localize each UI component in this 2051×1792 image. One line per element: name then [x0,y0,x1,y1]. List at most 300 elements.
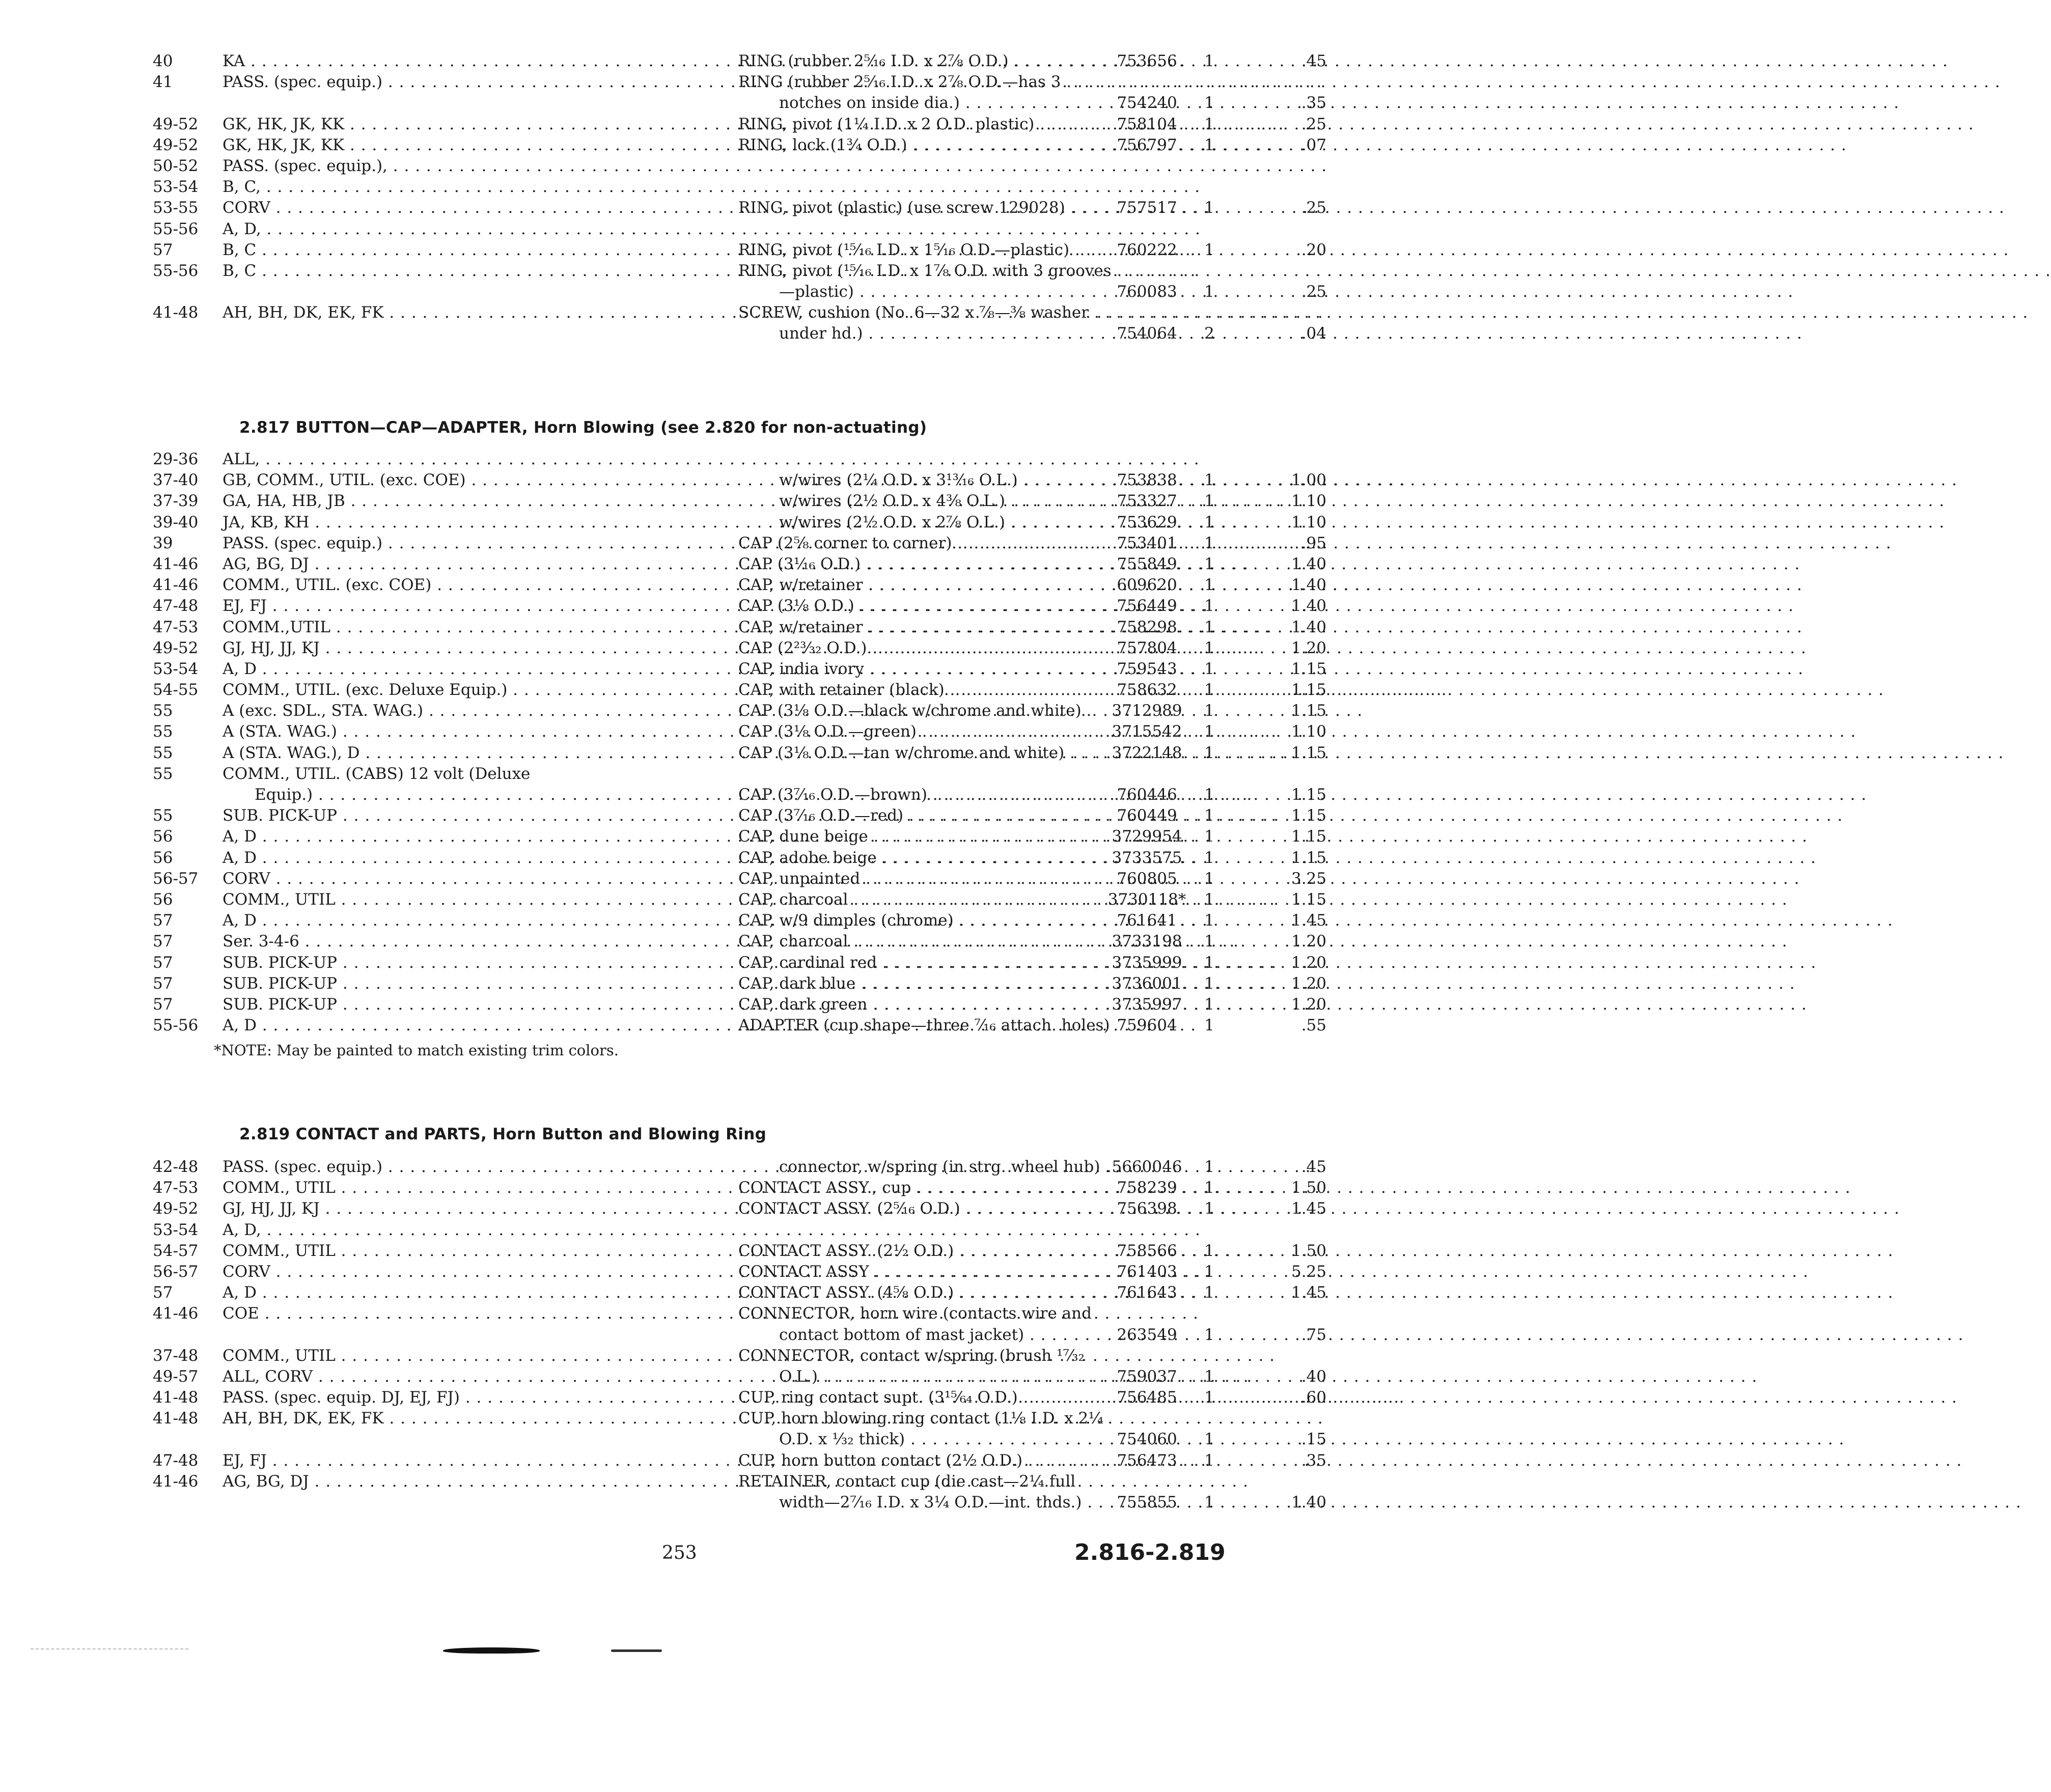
year-cell: 55 [153,764,173,783]
description-cell: CAP, w/retainer . . . [738,575,1100,596]
description-cell: CONTACT ASSY. (2⁵⁄₁₆ O.D.) . . . [738,1198,1100,1219]
price-cell: .40 [1301,1367,1326,1386]
price-cell: 1.15 [1291,848,1326,867]
table-row [153,114,1326,135]
year-cell: 47-48 [153,597,199,615]
table-row [153,1157,1326,1178]
year-cell: 56 [153,827,173,846]
price-cell: 1.20 [1291,638,1326,657]
description-cell: RING (rubber 2⁵⁄₁₆ I.D. x 2⅞ O.D.—has 3 . . . [738,72,1100,93]
model-cell: A, D . . . [223,1282,692,1303]
description-cell: CAP (3⅛ O.D.—tan w/chrome and white) . . . [738,743,1100,764]
model-cell: A, D, . . . [223,219,692,240]
table-row [153,449,1161,470]
price-cell: 1.40 [1291,554,1326,573]
description-cell: CAP (2²³⁄₃₂ O.D.) . . . [738,638,1100,659]
table-row [153,282,1326,302]
quantity-cell: 1 [1204,1430,1214,1449]
description-cell: CAP, w/retainer . . . [738,617,1100,638]
parts-table-2-817 [153,449,1326,1036]
model-cell: CORV . . . [223,198,692,218]
part-number-cell: 754240 [1117,94,1177,113]
year-cell: 47-53 [153,1179,199,1197]
description-cell: —plastic) . . . [779,282,1100,302]
table-row [153,1282,1326,1303]
part-number-cell: 263549 [1117,1325,1177,1344]
description-cell: RING, pivot (plastic) (use screw 129028) . . . [738,198,1100,218]
part-number-cell: 609620 [1117,576,1177,595]
model-cell: SUB. PICK-UP . . . [223,994,692,1015]
table-row [153,575,1326,596]
year-cell: 55 [153,702,173,720]
year-cell: 37-39 [153,492,199,511]
description-cell: CONNECTOR, horn wire (contacts wire and [738,1304,1092,1323]
quantity-cell: 1 [1204,618,1214,636]
table-row [153,1198,1326,1219]
table-row [153,596,1326,617]
price-cell: 1.15 [1291,681,1326,699]
model-cell: EJ, FJ . . . [223,596,692,617]
year-cell: 55 [153,722,173,741]
price-cell: 1.40 [1291,576,1326,595]
year-cell: 41-46 [153,1472,199,1491]
table-row [153,1241,1326,1262]
year-cell: 53-54 [153,178,199,197]
price-cell: .55 [1301,1016,1326,1035]
table-row [153,554,1326,575]
year-cell: 41 [153,73,173,92]
quantity-cell: 1 [1204,576,1214,595]
quantity-cell: 1 [1204,869,1214,888]
part-number-cell: 760222 [1117,240,1177,259]
part-number-cell: 753401 [1117,534,1177,552]
description-cell: CAP, w/9 dimples (chrome) . . . [738,910,1100,931]
price-cell: 1.15 [1291,743,1326,762]
price-cell: .45 [1301,52,1326,70]
table-row [153,51,1326,72]
part-number-cell: 3735997 [1112,995,1182,1014]
description-cell: CUP, horn blowing ring contact (1⅛ I.D. x 2¼ [738,1409,1104,1428]
table-row [153,826,1326,847]
part-number-cell: 761641 [1117,911,1177,930]
model-cell: PASS. (spec. equip.) . . . [223,72,692,93]
year-cell: 49-52 [153,115,199,133]
price-cell: 1.50 [1291,1241,1326,1260]
table-row [153,659,1326,680]
price-cell: .25 [1301,115,1326,133]
model-cell: A, D . . . [223,848,692,869]
price-cell: .60 [1301,1388,1326,1407]
description-cell: CAP, india ivory . . . [738,659,1100,680]
page-number: 253 [662,1543,697,1563]
quantity-cell: 1 [1204,115,1214,133]
model-cell: PASS. (spec. equip.) . . . [223,1157,692,1178]
table-row [153,512,1326,533]
part-number-cell: 755849 [1117,554,1177,573]
model-cell: A, D, . . . [223,1220,692,1241]
year-cell: 53-54 [153,659,199,678]
table-row [153,1346,1161,1366]
quantity-cell: 1 [1204,1179,1214,1197]
table-row [153,1408,1161,1429]
quantity-cell: 1 [1204,240,1214,259]
price-cell: 1.15 [1291,786,1326,804]
part-number-cell: 759037 [1117,1367,1177,1386]
description-cell: CAP, dark green . . . [738,994,1100,1015]
part-number-cell: 753327 [1117,492,1177,511]
year-cell: 49-52 [153,1199,199,1218]
year-cell: 41-48 [153,1409,199,1428]
table-row [153,743,1326,764]
description-cell: RING, pivot (1¼ I.D. x 2 O.D. plastic) . . . [738,114,1100,135]
price-cell: 1.10 [1291,722,1326,741]
model-cell: AH, BH, DK, EK, FK . . . [223,1408,692,1429]
model-cell: CORV . . . [223,869,692,889]
year-cell: 37-48 [153,1346,199,1365]
price-cell: 5.25 [1291,1262,1326,1281]
price-cell: 1.10 [1291,513,1326,531]
description-cell: CONTACT ASSY. (2½ O.D.) . . . [738,1241,1100,1262]
part-number-cell: 757517 [1117,199,1177,217]
part-number-cell: 756473 [1117,1451,1177,1470]
price-cell: 1.20 [1291,974,1326,993]
year-cell: 39-40 [153,513,199,531]
description-cell: under hd.) . . . [779,323,1100,344]
description-cell: RING, pivot (¹⁵⁄₁₆ I.D. x 1⁵⁄₁₆ O.D.—plastic) . . . [738,240,1100,261]
model-cell: Equip.) . . . [255,785,692,805]
section-heading-2-817: 2.817 BUTTON—CAP—ADAPTER, Horn Blowing (see 2.820 for non-actuating) [239,418,927,437]
table-row [153,533,1326,554]
description-cell: notches on inside dia.) . . . [779,93,1100,114]
part-number-cell: 3733575 [1112,848,1182,867]
year-cell: 40 [153,52,173,70]
table-row [153,701,1326,721]
footnote: *NOTE: May be painted to match existing trim colors. [214,1042,619,1059]
model-cell: Ser. 3-4-6 . . . [223,931,692,952]
price-cell: 1.50 [1291,1179,1326,1197]
year-cell: 49-52 [153,135,199,154]
year-cell: 47-48 [153,1451,199,1470]
model-cell: B, C . . . [223,240,692,261]
model-cell: KA . . . [223,51,692,72]
description-cell: RING, lock (1¾ O.D.) . . . [738,135,1100,156]
part-number-cell: 755855 [1117,1493,1177,1511]
description-cell: CONTACT ASSY., cup . . . [738,1178,1100,1198]
model-cell: SUB. PICK-UP . . . [223,953,692,973]
table-row [153,910,1326,931]
quantity-cell: 1 [1204,534,1214,552]
year-cell: 55 [153,806,173,825]
part-number-cell: 758298 [1117,618,1177,636]
part-number-cell: 758632 [1117,681,1177,699]
year-cell: 54-55 [153,681,199,699]
model-cell: GB, COMM., UTIL. (exc. COE) . . . [223,470,692,491]
model-cell: COMM., UTIL . . . [223,1346,692,1366]
quantity-cell: 1 [1204,1199,1214,1218]
quantity-cell: 1 [1204,1388,1214,1407]
quantity-cell: 1 [1204,743,1214,762]
quantity-cell: 1 [1204,513,1214,531]
description-cell: O.L.) . . . [779,1366,1100,1387]
table-row [153,1429,1326,1450]
year-cell: 55-56 [153,219,199,238]
year-cell: 50-52 [153,156,199,175]
description-cell: w/wires (2½ O.D. x 4⅜ O.L.) . . . [779,491,1100,512]
model-cell: GJ, HJ, JJ, KJ . . . [223,1198,692,1219]
price-cell: 1.15 [1291,890,1326,909]
part-number-cell: 756797 [1117,135,1177,154]
table-row [153,638,1326,659]
part-number-cell: 758104 [1117,115,1177,133]
price-cell: .35 [1301,94,1326,113]
quantity-cell: 1 [1204,492,1214,511]
price-cell: .20 [1301,240,1326,259]
description-cell: O.D. x ⅟₃₂ thick) . . . [779,1429,1100,1450]
description-cell: CAP (3¹⁄₁₆ O.D.) . . . [738,554,1100,575]
quantity-cell: 1 [1204,554,1214,573]
part-number-cell: 758239 [1117,1179,1177,1197]
table-row [153,93,1326,114]
part-number-cell: 3729954 [1112,827,1182,846]
part-number-cell: 754064 [1117,324,1177,343]
description-cell: RETAINER, contact cup (die cast—2¼ full [738,1472,1076,1491]
model-cell: GK, HK, JK, KK . . . [223,135,692,156]
quantity-cell: 1 [1204,890,1214,909]
model-cell: COMM., UTIL . . . [223,1178,692,1198]
model-cell: COMM., UTIL. (exc. Deluxe Equip.) . . . [223,680,692,701]
price-cell: 1.10 [1291,492,1326,511]
price-cell: .25 [1301,199,1326,217]
model-cell: PASS. (spec. equip.), . . . [223,156,692,177]
year-cell: 55-56 [153,261,199,280]
description-cell: CAP (2⅝ corner to corner) . . . [738,533,1100,554]
description-cell: CAP (3⁷⁄₁₆ O.D.—brown) . . . [738,785,1100,805]
year-cell: 57 [153,953,173,972]
part-number-cell: 756449 [1117,597,1177,615]
quantity-cell: 1 [1204,786,1214,804]
section-heading-2-819: 2.819 CONTACT and PARTS, Horn Button and Blowing Ring [239,1125,767,1143]
quantity-cell: 1 [1204,1493,1214,1511]
year-cell: 54-57 [153,1241,199,1260]
part-number-cell: 753629 [1117,513,1177,531]
table-row [153,764,1161,785]
part-number-cell: 3733198 [1112,932,1182,951]
year-cell: 49-52 [153,638,199,657]
year-cell: 47-53 [153,618,199,636]
table-row [153,1303,1161,1324]
model-cell: AG, BG, DJ . . . [223,554,692,575]
part-number-cell: 760805 [1117,869,1177,888]
model-cell: B, C, . . . [223,177,692,198]
description-cell: w/wires (2½ O.D. x 2⅞ O.L.) . . . [779,512,1100,533]
year-cell: 57 [153,1283,173,1302]
model-cell: A, D . . . [223,1015,692,1036]
table-row [153,1387,1326,1408]
table-row [153,848,1326,869]
quantity-cell: 1 [1204,681,1214,699]
description-cell: CAP (3⅛ O.D.—green) . . . [738,721,1100,742]
table-row [153,931,1326,952]
year-cell: 41-46 [153,1304,199,1323]
description-cell: CAP (3⅛ O.D.) . . . [738,596,1100,617]
table-row [153,198,1326,218]
table-row [153,994,1326,1015]
quantity-cell: 1 [1204,52,1214,70]
table-row [153,1262,1326,1282]
quantity-cell: 1 [1204,974,1214,993]
part-number-cell: 761403 [1117,1262,1177,1281]
description-cell: CONTACT ASSY. (4⅝ O.D.) . . . [738,1282,1100,1303]
price-cell: 1.40 [1291,618,1326,636]
description-cell: CAP, charcoal . . . [738,931,1100,952]
model-cell: COE . . . [223,1303,692,1324]
table-row [153,721,1326,742]
year-cell: 37-40 [153,471,199,490]
price-cell: .95 [1301,534,1326,552]
model-cell: COMM., UTIL. (exc. COE) . . . [223,575,692,596]
description-cell: CAP, dark blue . . . [738,973,1100,994]
table-row [153,1220,1161,1241]
model-cell: AH, BH, DK, EK, FK . . . [223,302,692,323]
year-cell: 29-36 [153,450,199,468]
description-cell: CAP, adobe beige . . . [738,848,1100,869]
price-cell: 1.40 [1291,1493,1326,1511]
price-cell: 1.00 [1291,471,1326,490]
model-cell: GJ, HJ, JJ, KJ . . . [223,638,692,659]
model-cell: COMM.,UTIL . . . [223,617,692,638]
price-cell: 1.45 [1291,1199,1326,1218]
quantity-cell: 1 [1204,1158,1214,1176]
year-cell: 49-57 [153,1367,199,1386]
year-cell: 57 [153,240,173,259]
year-cell: 41-48 [153,1388,199,1407]
quantity-cell: 1 [1204,722,1214,741]
table-row [153,72,1161,93]
part-number-cell: 757804 [1117,638,1177,657]
model-cell: COMM., UTIL . . . [223,889,692,910]
quantity-cell: 1 [1204,94,1214,113]
table-row [153,617,1326,638]
part-number-cell: 758566 [1117,1241,1177,1260]
quantity-cell: 1 [1204,1325,1214,1344]
price-cell: 1.15 [1291,806,1326,825]
description-cell: CONTACT ASSY . . . [738,1262,1100,1282]
model-cell: A, D . . . [223,826,692,847]
table-row [153,1450,1326,1471]
model-cell: ALL, CORV . . . [223,1366,692,1387]
year-cell: 57 [153,974,173,993]
year-cell: 53-55 [153,199,199,217]
table-row [153,889,1326,910]
part-number-cell: 3712989 [1112,702,1182,720]
description-cell: contact bottom of mast jacket) . . . [779,1325,1100,1346]
price-cell: 1.15 [1291,702,1326,720]
part-number-cell: 3735999 [1112,953,1182,972]
year-cell: 56-57 [153,1262,199,1281]
quantity-cell: 1 [1204,995,1214,1014]
table-row [153,785,1326,805]
year-cell: 56 [153,848,173,867]
table-row [153,1471,1161,1492]
model-cell: CORV . . . [223,1262,692,1282]
quantity-cell: 1 [1204,1451,1214,1470]
price-cell: 1.20 [1291,932,1326,951]
table-row [153,680,1326,701]
table-row [153,156,1161,177]
model-cell: GA, HA, HB, JB . . . [223,491,692,512]
price-cell: 1.45 [1291,911,1326,930]
table-row [153,323,1326,344]
description-cell: CONNECTOR, contact w/spring (brush ¹⁷⁄₃₂ [738,1346,1085,1365]
year-cell: 57 [153,932,173,951]
price-cell: .15 [1301,1430,1326,1449]
table-row [153,1178,1326,1198]
description-cell: SCREW, cushion (No. 6—32 x ⅞—⅜ washer . . . [738,302,1100,323]
part-number-cell: 3715542 [1112,722,1182,741]
price-cell: 1.15 [1291,827,1326,846]
table-row [153,1366,1326,1387]
price-cell: .25 [1301,283,1326,301]
quantity-cell: 1 [1204,1283,1214,1302]
scan-artifact-mark [443,1647,540,1654]
part-number-cell: 759604 [1117,1016,1177,1035]
description-cell: CAP (3⁷⁄₁₆ O.D.—red) . . . [738,805,1100,826]
quantity-cell: 1 [1204,638,1214,657]
price-cell: 1.40 [1291,597,1326,615]
description-cell: CUP, horn button contact (2½ O.D.) . . . [738,1450,1100,1471]
quantity-cell: 2 [1204,324,1214,343]
quantity-cell: 1 [1204,806,1214,825]
part-number-cell: 3730118* [1107,890,1186,909]
year-cell: 42-48 [153,1158,199,1176]
description-cell: CAP, charcoal . . . [738,889,1100,910]
model-cell: SUB. PICK-UP . . . [223,805,692,826]
quantity-cell: 1 [1204,827,1214,846]
quantity-cell: 1 [1204,953,1214,972]
year-cell: 41-46 [153,576,199,595]
model-cell: AG, BG, DJ . . . [223,1471,692,1492]
table-row [153,1325,1326,1346]
description-cell: RING, pivot (¹⁵⁄₁₆ I.D. x 1⅞ O.D. with 3 grooves . . . [738,261,1100,282]
description-cell: CAP, with retainer (black) . . . [738,680,1100,701]
model-cell: A (STA. WAG.), D . . . [223,743,692,764]
year-cell: 41-46 [153,554,199,573]
year-cell: 55 [153,743,173,762]
parts-table-2-819 [153,1157,1326,1513]
table-row [153,302,1161,323]
quantity-cell: 1 [1204,702,1214,720]
price-cell: 1.15 [1291,659,1326,678]
part-number-cell: 760449 [1117,806,1177,825]
price-cell: .04 [1301,324,1326,343]
model-cell: PASS. (spec. equip.) . . . [223,533,692,554]
model-cell: A, D . . . [223,659,692,680]
table-row [153,261,1161,282]
price-cell: .45 [1301,1158,1326,1176]
year-cell: 55-56 [153,1016,199,1035]
part-number-cell: 756485 [1117,1388,1177,1407]
price-cell: .07 [1301,135,1326,154]
table-row [153,491,1326,512]
part-number-cell: 756398 [1117,1199,1177,1218]
description-cell: connector, w/spring (in strg. wheel hub) . . [779,1158,1120,1176]
table-row [153,869,1326,889]
scan-artifact-mark-small [611,1649,662,1652]
part-number-cell: 5660046 [1112,1158,1182,1176]
quantity-cell: 1 [1204,1367,1214,1386]
price-cell: .75 [1301,1325,1326,1344]
model-cell: EJ, FJ . . . [223,1450,692,1471]
